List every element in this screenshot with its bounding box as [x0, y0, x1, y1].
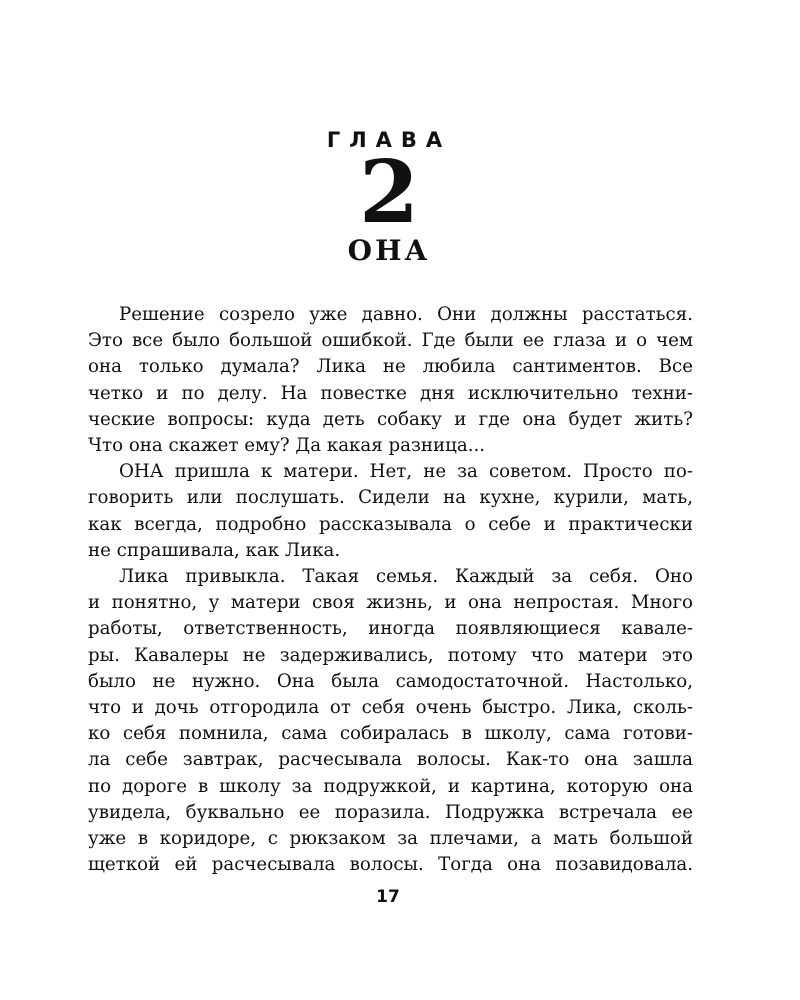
- text-line: ОНА пришла к матери. Нет, не за советом. Просто по-: [119, 461, 693, 483]
- text-line: было не нужно. Она была самодостаточной. Настолько,: [88, 670, 693, 692]
- text-line: ла себе завтрак, расчесывала волосы. Как-то она зашла: [88, 749, 693, 771]
- text-line: что и дочь отгородила от себя очень быстро. Лика, сколь-: [88, 697, 693, 719]
- text-line: работы, ответственность, иногда появляющиеся кавале-: [88, 618, 693, 640]
- body-text: [88, 302, 693, 878]
- text-line: четко и по делу. На повестке дня исключительно техни-: [88, 382, 693, 404]
- paragraph-3: [88, 564, 693, 878]
- text-line: Это все было большой ошибкой. Где были ее глаза и о чем: [88, 330, 693, 352]
- text-line: она только думала? Лика не любила сантиментов. Все: [88, 356, 693, 378]
- text-line: Лика привыкла. Такая семья. Каждый за себя. Оно: [119, 566, 693, 588]
- text-line: не спрашивала, как Лика.: [88, 539, 341, 561]
- paragraph-2: [88, 459, 693, 564]
- text-line: и понятно, у матери своя жизнь, и она непростая. Много: [88, 592, 693, 614]
- text-line: ко себя помнила, сама собиралась в школу, сама готови-: [88, 723, 693, 745]
- text-line: говорить или послушать. Сидели на кухне, курили, мать,: [88, 487, 693, 509]
- chapter-number: 2: [359, 142, 419, 243]
- page-number: 17: [376, 887, 400, 907]
- text-line: уже в коридоре, с рюкзаком за плечами, а мать большой: [88, 828, 693, 850]
- text-line: по дороге в школу за подружкой, и картина, которую она: [88, 775, 693, 797]
- text-line: Что она скажет ему? Да какая разница...: [88, 435, 486, 457]
- chapter-title: ОНА: [347, 234, 431, 267]
- text-line: щеткой ей расчесывала волосы. Тогда она позавидовала.: [88, 854, 693, 876]
- paragraph-1: [88, 302, 693, 459]
- text-line: как всегда, подробно рассказывала о себе и практически: [88, 513, 693, 535]
- text-line: увидела, буквально ее поразила. Подружка встречала ее: [88, 801, 693, 823]
- text-line: ры. Кавалеры не задерживались, потому что матери это: [88, 644, 693, 666]
- text-line: Решение созрело уже давно. Они должны расстаться.: [119, 304, 693, 325]
- text-line: ческие вопросы: куда деть собаку и где она будет жить?: [88, 408, 693, 430]
- chapter-label: ГЛАВА: [326, 128, 452, 152]
